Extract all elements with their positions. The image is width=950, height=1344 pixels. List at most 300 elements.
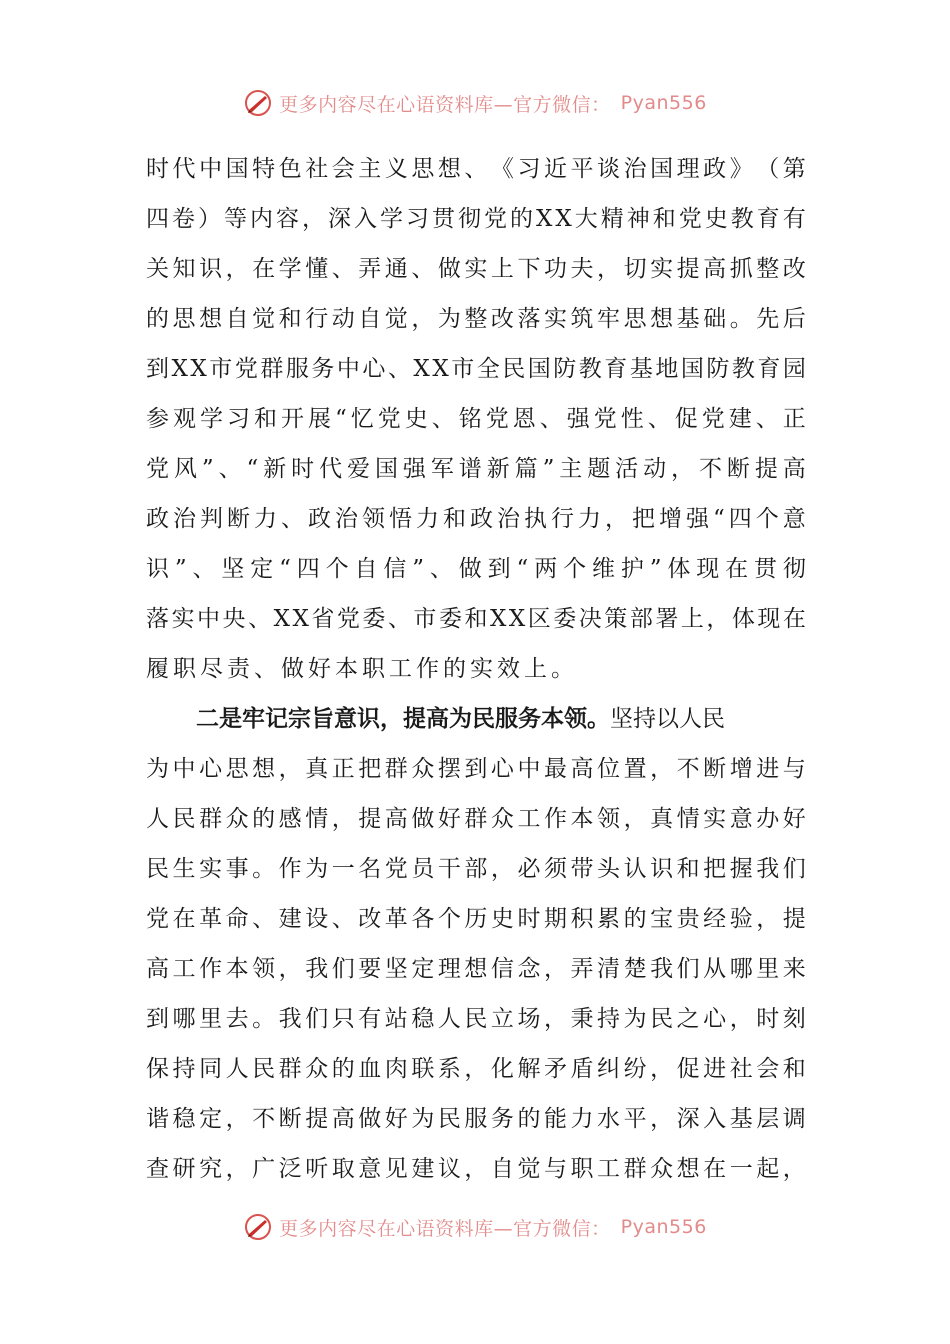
line-char: 学	[380, 206, 403, 232]
line-char: 彻	[458, 206, 481, 232]
line-char: 必	[517, 856, 541, 882]
line-char: 先	[756, 306, 780, 332]
line-char: 高	[570, 756, 594, 782]
line-char: 断	[703, 756, 727, 782]
line-char: 育	[757, 356, 781, 382]
line-char: 教	[731, 356, 755, 382]
line-char: 础	[703, 306, 727, 332]
line-char: 我	[278, 1006, 302, 1032]
line-char: 、	[248, 606, 272, 632]
line-char: 好	[384, 1106, 408, 1132]
line-char: 同	[199, 1056, 223, 1082]
text-line	[146, 594, 806, 644]
line-char: 领	[252, 956, 276, 982]
line-char: ，	[490, 856, 514, 882]
line-char: 党	[336, 606, 360, 632]
line-char: 在	[172, 906, 196, 932]
line-char: 切	[623, 256, 647, 282]
line-char: 心	[703, 1006, 727, 1032]
line-char: 信	[383, 556, 407, 582]
line-char: 们	[331, 956, 355, 982]
line-char: 众	[650, 1156, 674, 1182]
line-char: ，	[782, 1156, 806, 1182]
line-char: 建	[728, 406, 752, 432]
line-char: 和	[464, 606, 488, 632]
line-char: 改	[358, 906, 382, 932]
line-char: 秉	[570, 1006, 594, 1032]
line-char: 军	[430, 456, 454, 482]
line-char: 握	[729, 856, 753, 882]
line-char: 神	[626, 206, 650, 232]
line-char: “	[246, 456, 259, 482]
line-char: 服	[285, 356, 309, 382]
line-char: ，	[729, 1006, 753, 1032]
line-char: 把	[632, 506, 655, 532]
line-char: 众	[225, 806, 249, 832]
line-char: 理	[676, 156, 700, 182]
text-line	[146, 494, 806, 544]
line-char: 众	[305, 1056, 329, 1082]
line-char: 懂	[305, 256, 329, 282]
line-char: 好	[782, 806, 806, 832]
line-char: 众	[411, 756, 435, 782]
line-char: 解	[517, 1056, 541, 1082]
line-char: 群	[278, 1056, 302, 1082]
line-char: 自	[358, 306, 382, 332]
line-char: 第	[782, 156, 806, 182]
line-char: X	[432, 356, 449, 382]
line-char: 干	[437, 856, 461, 882]
footer-watermark	[0, 1212, 950, 1242]
line-char: 想	[437, 156, 461, 182]
line-char: 联	[411, 1056, 435, 1082]
line-char: 篇	[514, 456, 538, 482]
text-line	[146, 344, 806, 394]
line-char: 来	[782, 956, 806, 982]
line-char: 治	[173, 506, 196, 532]
line-char: 、	[387, 356, 411, 382]
line-char: 平	[623, 1106, 647, 1132]
line-char: 个	[563, 556, 587, 582]
line-char: 增	[729, 756, 753, 782]
line-char: 部	[629, 606, 653, 632]
line-char: 只	[331, 1006, 355, 1032]
line-char: 群	[384, 756, 408, 782]
line-char: 位	[597, 756, 621, 782]
line-char: 民	[146, 856, 169, 882]
line-char: 政	[470, 506, 493, 532]
line-char: 中	[199, 156, 223, 182]
line-char: 民	[437, 1106, 461, 1132]
line-char: 悟	[389, 506, 412, 532]
line-char: ，	[756, 906, 780, 932]
line-char: 到	[146, 1006, 169, 1032]
line-char: 四	[728, 506, 752, 532]
line-char: 究	[199, 1156, 223, 1182]
line-char: 验	[729, 906, 753, 932]
text-line	[146, 894, 806, 944]
line-char: ”	[201, 456, 214, 482]
line-char: 经	[703, 906, 727, 932]
line-char: 做	[458, 556, 482, 582]
line-char: ）	[198, 206, 221, 232]
text-line	[146, 394, 806, 444]
line-char: 革	[384, 906, 408, 932]
line-char: 国	[680, 356, 704, 382]
line-char: “	[713, 506, 725, 532]
line-char: 事	[225, 856, 249, 882]
line-char: 去	[225, 1006, 249, 1032]
line-char: 习	[227, 406, 250, 432]
line-char: 群	[199, 806, 223, 832]
line-char: 楚	[623, 956, 647, 982]
line-char: 和	[652, 206, 676, 232]
line-char: 在	[703, 1156, 727, 1182]
line-char: 众	[490, 806, 514, 832]
line-char: 入	[703, 1106, 727, 1132]
line-char: ，	[331, 806, 355, 832]
line-char: 力	[578, 506, 601, 532]
line-char: 作	[543, 806, 567, 832]
line-char: 政	[703, 156, 727, 182]
line-char: 彻	[782, 556, 806, 582]
line-char: ，	[650, 1056, 674, 1082]
line-char: 中	[197, 606, 221, 632]
line-char: 社	[729, 1056, 753, 1082]
line-char: X	[292, 606, 309, 632]
line-char: ”	[649, 556, 662, 582]
line-char: 断	[278, 1106, 302, 1132]
line-char: 园	[782, 356, 806, 382]
line-char: 定	[411, 956, 435, 982]
line-char: 一	[331, 856, 355, 882]
line-char: （	[756, 156, 780, 182]
line-char: 的	[510, 206, 533, 232]
line-char: 行	[305, 306, 329, 332]
line-char: 党	[701, 406, 725, 432]
line-char: 做	[358, 1106, 382, 1132]
line-char: 命	[225, 906, 249, 932]
line-char: 代	[172, 156, 196, 182]
line-char: 。	[252, 856, 276, 882]
line-char: 群	[623, 1156, 647, 1182]
line-char: 、	[281, 506, 304, 532]
line-char: 保	[146, 1056, 169, 1082]
line-char: 我	[305, 956, 329, 982]
line-char: 各	[411, 906, 435, 932]
line-char: 肉	[384, 1056, 408, 1082]
line-char: 作	[199, 956, 223, 982]
line-char: X	[171, 356, 188, 382]
line-char: 心	[199, 756, 223, 782]
line-char: 个	[325, 556, 349, 582]
line-char: 的	[331, 1056, 355, 1082]
line-char: 进	[756, 756, 780, 782]
line-char: 盾	[570, 1056, 594, 1082]
header-watermark	[0, 88, 950, 118]
document-body	[146, 144, 806, 1194]
line-char: 特	[252, 156, 276, 182]
line-char: 广	[252, 1156, 276, 1182]
line-char: 中	[336, 356, 360, 382]
line-char: 中	[172, 756, 196, 782]
line-char: 近	[543, 156, 567, 182]
line-char: 哪	[729, 956, 753, 982]
line-char: 学	[278, 256, 302, 282]
line-char: 、	[331, 906, 355, 932]
line-char: 到	[487, 556, 511, 582]
line-char: 风	[173, 456, 197, 482]
line-char: 泛	[278, 1156, 302, 1182]
line-char: 为	[305, 856, 329, 882]
line-char: 调	[782, 1106, 806, 1132]
line-char: 从	[703, 956, 727, 982]
line-char: 为	[437, 306, 461, 332]
line-char: 思	[225, 756, 249, 782]
line-char: 力	[416, 506, 439, 532]
line-char: ，	[278, 956, 302, 982]
line-char: 委	[362, 606, 386, 632]
line-char: 基	[729, 1106, 753, 1132]
watermark-text: 更多内容尽在心语资料库—官方微信：	[279, 1217, 611, 1240]
line-char: 爱	[347, 456, 371, 482]
line-char: 在	[782, 606, 806, 632]
line-char: 改	[782, 256, 806, 282]
line-char: 心	[362, 356, 386, 382]
line-char: 名	[358, 856, 382, 882]
line-char: 矛	[543, 1056, 567, 1082]
line-char: 上	[490, 256, 514, 282]
line-char: 党	[146, 456, 169, 482]
line-char: 基	[629, 356, 653, 382]
line-char: 断	[726, 456, 750, 482]
line-char: 新	[486, 456, 510, 482]
text-line	[146, 244, 806, 294]
line-char: ，	[302, 206, 325, 232]
line-char: 生	[172, 856, 196, 882]
line-char: 市	[209, 356, 233, 382]
line-char: “	[335, 406, 347, 432]
line-char: 区	[527, 606, 551, 632]
line-char: 实	[171, 606, 195, 632]
line-char: 实	[543, 306, 567, 332]
line-char: 摆	[437, 756, 461, 782]
line-char: 系	[437, 1056, 461, 1082]
line-char: 思	[623, 306, 647, 332]
line-char: 实	[650, 256, 674, 282]
line-char: 心	[490, 756, 514, 782]
paragraph-2-first-line	[146, 694, 806, 744]
line-char: 筑	[570, 306, 594, 332]
line-char: 与	[782, 756, 806, 782]
text-line	[146, 294, 806, 344]
line-char: 弄	[570, 956, 594, 982]
line-char: 信	[490, 956, 514, 982]
line-char: 新	[263, 456, 287, 482]
line-char: 思	[411, 156, 435, 182]
pen-logo-icon	[243, 88, 273, 118]
line-char: 党	[377, 406, 401, 432]
line-char: 工	[517, 806, 541, 832]
line-char: 做	[437, 256, 461, 282]
line-char: 民	[252, 1056, 276, 1082]
line-char: 恩	[512, 406, 536, 432]
line-char: 里	[199, 1006, 223, 1032]
line-char: 动	[643, 456, 667, 482]
text-line	[146, 644, 806, 694]
line-char: 群	[464, 806, 488, 832]
line-char: 会	[331, 156, 355, 182]
line-char: 、	[429, 556, 453, 582]
line-char: 力	[254, 506, 277, 532]
line-char: 水	[597, 1106, 621, 1132]
line-char: 务	[311, 356, 335, 382]
line-char: 感	[278, 806, 302, 832]
line-char: 会	[756, 1056, 780, 1082]
line-char: 委	[438, 606, 462, 632]
line-char: 强	[402, 456, 426, 482]
line-char: 省	[311, 606, 335, 632]
line-char: 展	[308, 406, 331, 432]
line-char: 置	[623, 756, 647, 782]
line-char: 工	[597, 1156, 621, 1182]
line-char: 党	[234, 356, 258, 382]
line-char: 市	[413, 606, 437, 632]
line-char: 治	[497, 506, 520, 532]
line-char: 要	[358, 956, 382, 982]
line-char: 稳	[172, 1106, 196, 1132]
line-char: 社	[305, 156, 329, 182]
line-char: 里	[756, 956, 780, 982]
line-char: 地	[655, 356, 679, 382]
text-line	[146, 994, 806, 1044]
line-char: 时	[756, 1006, 780, 1032]
line-char: 贯	[432, 206, 455, 232]
line-char: 民	[502, 356, 526, 382]
line-char: 忆	[350, 406, 374, 432]
line-char: 设	[305, 906, 329, 932]
line-char: 立	[490, 1006, 514, 1032]
line-char: 提	[782, 906, 806, 932]
line-char: 高	[703, 256, 727, 282]
line-char: 识	[146, 556, 169, 582]
line-char: 署	[655, 606, 679, 632]
line-char: 到	[464, 756, 488, 782]
line-char: 真	[305, 756, 329, 782]
line-char: 血	[358, 1056, 382, 1082]
line-char: 的	[146, 306, 169, 332]
line-char: 意	[782, 506, 806, 532]
line-char: 思	[172, 306, 196, 332]
line-char: 断	[227, 506, 250, 532]
text-line	[146, 194, 806, 244]
text-line	[146, 144, 806, 194]
line-char: 性	[620, 406, 644, 432]
line-char: 为	[623, 1006, 647, 1032]
line-char: 在	[252, 256, 276, 282]
line-char: 正	[782, 406, 806, 432]
watermark-wechat-id: Pyan556	[620, 92, 707, 114]
line-char: 想	[650, 306, 674, 332]
line-char: 有	[782, 206, 806, 232]
line-char: 、	[431, 406, 455, 432]
line-char: “	[279, 556, 291, 582]
line-char: ”	[412, 556, 425, 582]
line-char: 《	[490, 156, 514, 182]
line-char: 、	[411, 256, 435, 282]
line-char: 和	[254, 406, 277, 432]
line-char: 高	[384, 806, 408, 832]
line-char: 现	[696, 556, 720, 582]
line-char: 党	[593, 406, 617, 432]
text-line	[146, 944, 806, 994]
line-char: 弄	[358, 256, 382, 282]
line-char: 带	[570, 856, 594, 882]
line-char: 作	[278, 856, 302, 882]
line-char: X	[273, 606, 290, 632]
line-char: 四	[296, 556, 320, 582]
line-char: 行	[551, 506, 574, 532]
line-char: 四	[146, 206, 169, 232]
line-char: 须	[543, 856, 567, 882]
line-char: 起	[756, 1156, 780, 1182]
line-char: 办	[756, 806, 780, 832]
line-char: 提	[305, 1106, 329, 1132]
line-char: 觉	[384, 306, 408, 332]
line-char: 、	[192, 556, 216, 582]
line-char: 整	[464, 306, 488, 332]
line-char: 持	[172, 1056, 196, 1082]
line-char: 提	[676, 256, 700, 282]
line-char: 功	[543, 256, 567, 282]
line-char: 治	[335, 506, 358, 532]
line-char: ，	[671, 456, 695, 482]
pen-logo-icon	[243, 1212, 273, 1242]
line-char: 判	[200, 506, 223, 532]
line-char: X	[508, 606, 526, 632]
line-char: 整	[756, 256, 780, 282]
line-char: 时	[291, 456, 315, 482]
line-char: 把	[358, 756, 382, 782]
line-char: 强	[566, 406, 590, 432]
text-line	[146, 444, 806, 494]
line-char: ，	[543, 956, 567, 982]
line-char: 做	[411, 806, 435, 832]
line-char: 改	[490, 306, 514, 332]
line-char: 取	[331, 1156, 355, 1182]
line-char: 我	[756, 856, 780, 882]
line-char: 义	[384, 156, 408, 182]
line-char: ，	[623, 806, 647, 832]
line-char: 学	[200, 406, 223, 432]
line-char: 员	[411, 856, 435, 882]
line-char: 活	[615, 456, 639, 482]
line-char: 决	[578, 606, 602, 632]
watermark-wechat-id: Pyan556	[620, 1216, 707, 1238]
para2-first-rest: 坚持以人民	[610, 706, 725, 732]
line-char: 史	[490, 906, 514, 932]
text-line	[146, 1094, 806, 1144]
line-char: 维	[591, 556, 615, 582]
line-char: 习	[517, 156, 541, 182]
line-char: 贵	[676, 906, 700, 932]
line-char: ，	[411, 306, 435, 332]
line-char: 服	[464, 1106, 488, 1132]
line-char: 个	[437, 906, 461, 932]
line-char: ，	[464, 1056, 488, 1082]
line-char: 觉	[517, 1156, 541, 1182]
line-char: 观	[173, 406, 196, 432]
